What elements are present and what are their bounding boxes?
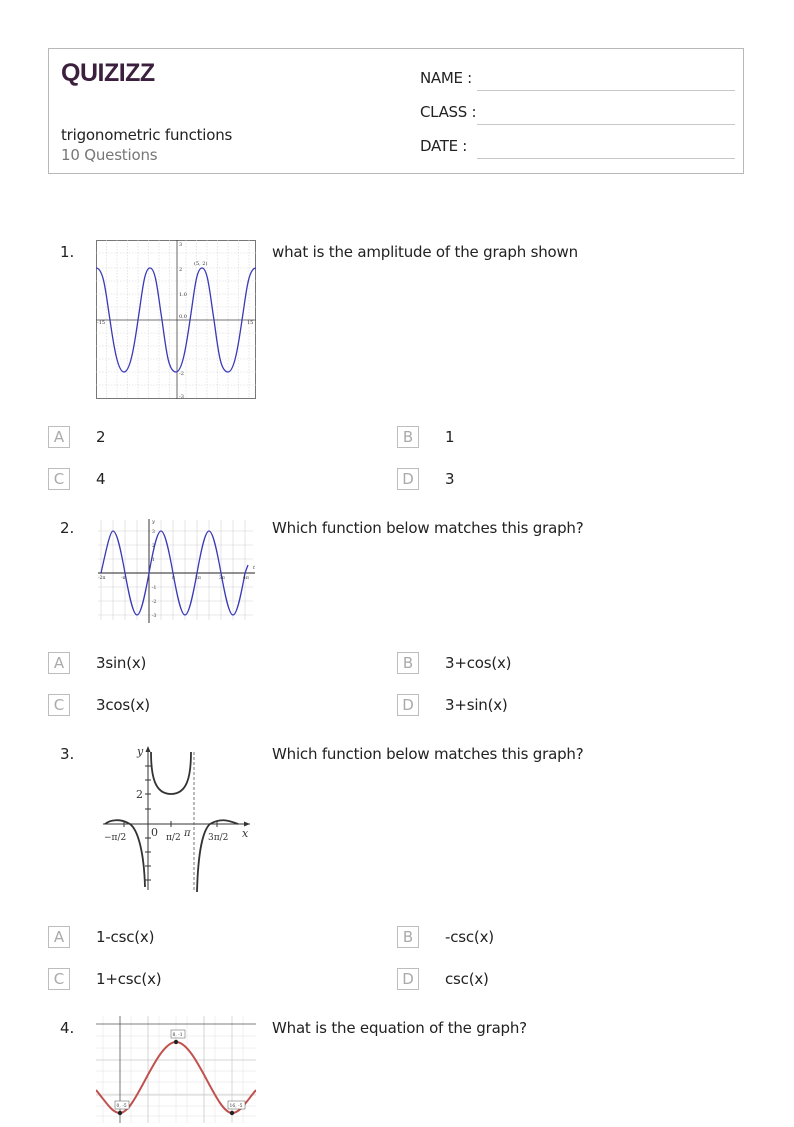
svg-text:t: t [253, 565, 256, 571]
question-text: What is the equation of the graph? [272, 1019, 527, 1037]
svg-text:2: 2 [136, 788, 143, 801]
option-c-text[interactable]: 1+csc(x) [96, 970, 162, 988]
option-a-text[interactable]: 2 [96, 428, 106, 446]
option-d-text[interactable]: 3+sin(x) [445, 696, 508, 714]
svg-text:2: 2 [152, 544, 155, 549]
option-a-letter[interactable]: A [48, 426, 70, 448]
svg-text:−π/2: −π/2 [104, 833, 127, 843]
class-field[interactable] [420, 103, 735, 129]
svg-text:(5, 2): (5, 2) [194, 261, 208, 267]
class-label: CLASS : [420, 103, 477, 121]
svg-text:-π: -π [121, 576, 126, 581]
worksheet-header [48, 48, 744, 174]
svg-text:16, -5: 16, -5 [229, 1104, 243, 1109]
svg-text:-2π: -2π [98, 576, 106, 581]
svg-text:π/2: π/2 [166, 833, 181, 843]
svg-text:3π: 3π [219, 576, 225, 581]
question-number: 2. [60, 519, 75, 537]
name-line[interactable] [477, 90, 735, 91]
question-count: 10 Questions [61, 146, 158, 164]
question-text: Which function below matches this graph? [272, 745, 584, 763]
svg-text:3π/2: 3π/2 [208, 833, 229, 843]
date-label: DATE : [420, 137, 468, 155]
svg-text:y: y [152, 519, 155, 525]
option-c-letter[interactable]: C [48, 968, 70, 990]
option-c-text[interactable]: 3cos(x) [96, 696, 150, 714]
svg-text:-15: -15 [97, 320, 106, 326]
option-a-text[interactable]: 1-csc(x) [96, 928, 155, 946]
svg-text:0.0: 0.0 [179, 314, 187, 320]
option-b-letter[interactable]: B [397, 426, 419, 448]
question-graph-image [98, 515, 258, 629]
svg-text:3: 3 [179, 242, 183, 248]
svg-text:0, -5: 0, -5 [116, 1104, 127, 1109]
question-number: 1. [60, 243, 75, 261]
question-graph-image [96, 1016, 256, 1127]
question-graph-image [100, 742, 255, 901]
question-number: 4. [60, 1019, 75, 1037]
svg-text:-3: -3 [179, 394, 184, 400]
worksheet-title: trigonometric functions [61, 126, 233, 144]
option-d-text[interactable]: csc(x) [445, 970, 489, 988]
svg-text:2π: 2π [195, 576, 201, 581]
option-b-letter[interactable]: B [397, 652, 419, 674]
name-label: NAME : [420, 69, 472, 87]
question-graph-image [96, 240, 256, 404]
svg-text:1.0: 1.0 [179, 292, 187, 298]
date-line[interactable] [477, 158, 735, 159]
svg-text:π: π [184, 828, 191, 839]
svg-text:-3: -3 [152, 614, 157, 619]
svg-text:15: 15 [247, 320, 254, 326]
option-d-letter[interactable]: D [397, 968, 419, 990]
option-d-letter[interactable]: D [397, 468, 419, 490]
option-a-text[interactable]: 3sin(x) [96, 654, 147, 672]
svg-text:x: x [242, 827, 249, 840]
option-d-letter[interactable]: D [397, 694, 419, 716]
question-text: what is the amplitude of the graph shown [272, 243, 578, 261]
class-line[interactable] [477, 124, 735, 125]
svg-text:π: π [172, 576, 175, 581]
svg-text:-1: -1 [152, 586, 157, 591]
option-b-text[interactable]: 1 [445, 428, 455, 446]
option-b-letter[interactable]: B [397, 926, 419, 948]
svg-text:y: y [137, 745, 144, 758]
question-number: 3. [60, 745, 75, 763]
option-b-text[interactable]: 3+cos(x) [445, 654, 512, 672]
svg-text:3: 3 [152, 530, 155, 535]
quizizz-logo: QUIZIZZ [61, 59, 155, 87]
option-c-letter[interactable]: C [48, 694, 70, 716]
option-c-letter[interactable]: C [48, 468, 70, 490]
option-b-text[interactable]: -csc(x) [445, 928, 494, 946]
svg-text:2: 2 [179, 267, 183, 273]
option-a-letter[interactable]: A [48, 926, 70, 948]
question-text: Which function below matches this graph? [272, 519, 584, 537]
name-field[interactable] [420, 69, 735, 95]
svg-text:0: 0 [151, 826, 158, 839]
option-c-text[interactable]: 4 [96, 470, 106, 488]
svg-text:-2: -2 [179, 371, 184, 377]
date-field[interactable] [420, 137, 735, 163]
option-d-text[interactable]: 3 [445, 470, 455, 488]
option-a-letter[interactable]: A [48, 652, 70, 674]
svg-text:1: 1 [152, 558, 155, 563]
svg-text:-2: -2 [152, 600, 157, 605]
svg-text:4π: 4π [243, 576, 249, 581]
svg-text:8, -1: 8, -1 [172, 1033, 183, 1038]
